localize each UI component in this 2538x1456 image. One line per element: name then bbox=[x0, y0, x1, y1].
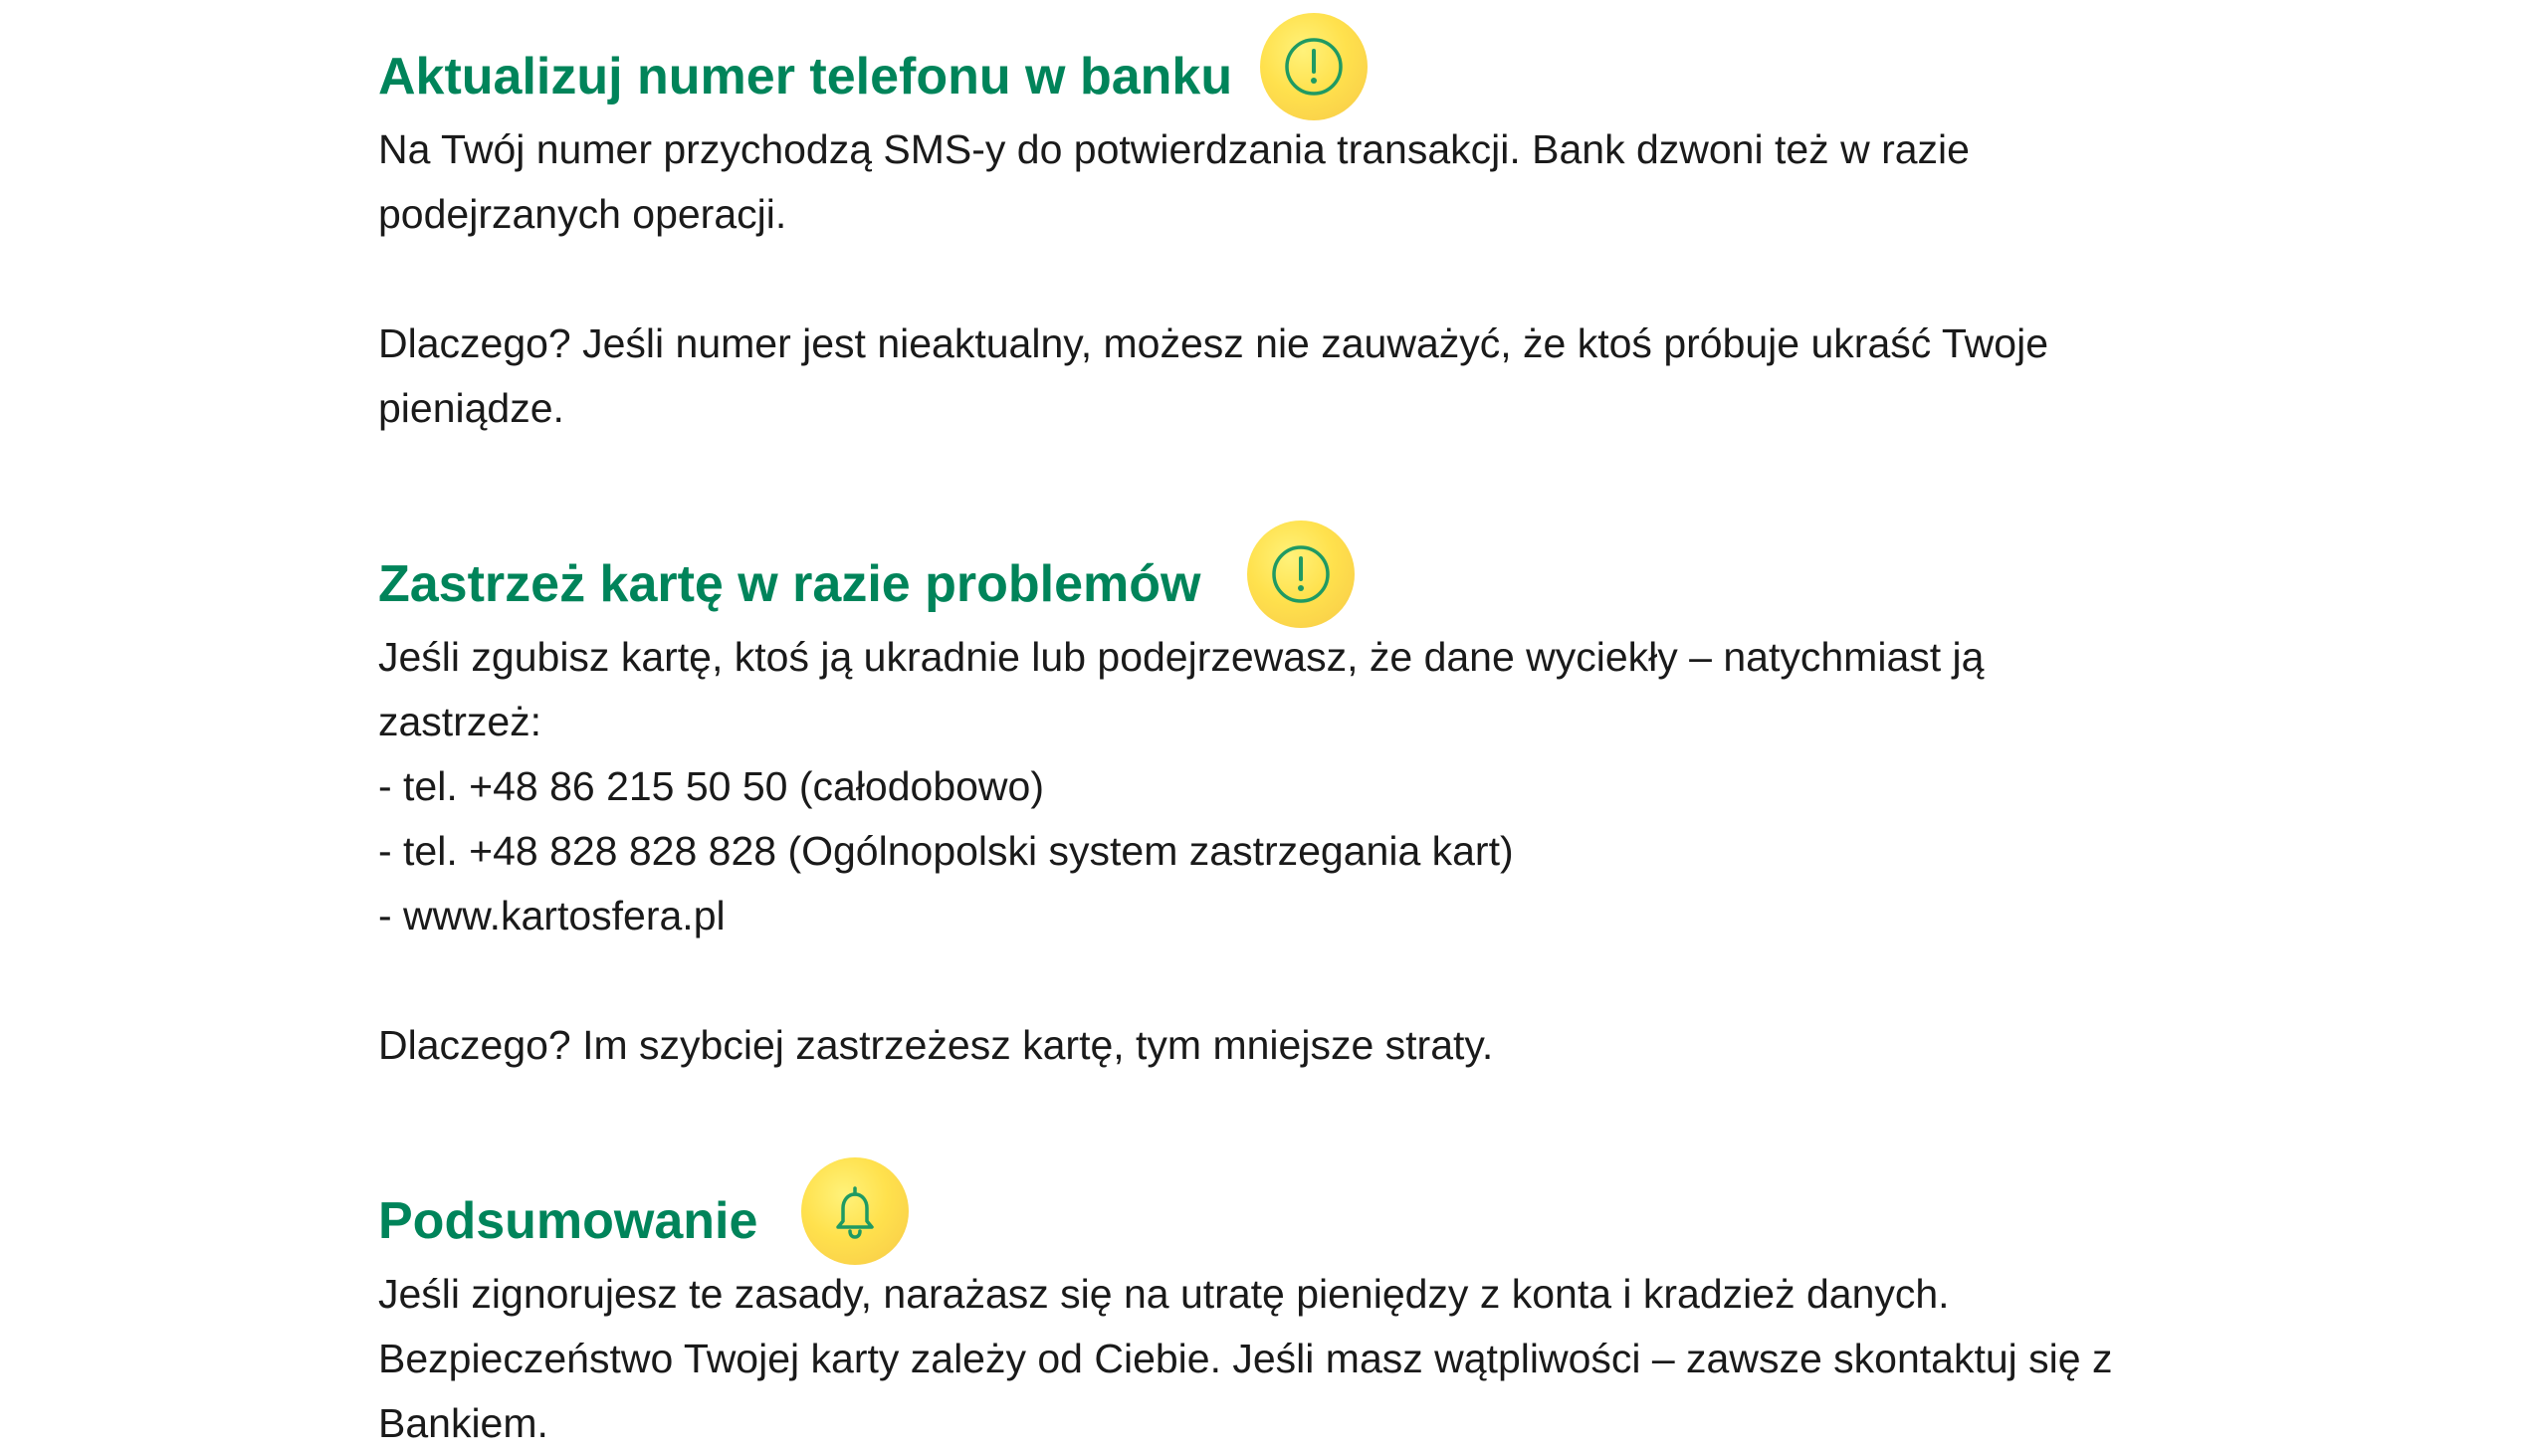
paragraph-line: Dlaczego? Jeśli numer jest nieaktualny, możesz nie zauważyć, że ktoś próbuje ukraść Twoje bbox=[378, 320, 2048, 366]
section-heading-row bbox=[378, 1180, 2269, 1262]
exclamation-circle-icon bbox=[1247, 520, 1355, 628]
phone-line: - tel. +48 86 215 50 50 (całodobowo) bbox=[378, 763, 1044, 809]
paragraph-line: Na Twój numer przychodzą SMS-y do potwierdzania transakcji. Bank dzwoni też w razie bbox=[378, 126, 1970, 172]
section-summary bbox=[378, 1180, 2269, 1456]
paragraph-line: pieniądze. bbox=[378, 385, 564, 431]
paragraph-line: Dlaczego? Im szybciej zastrzeżesz kartę, tym mniejsze straty. bbox=[378, 1022, 1494, 1068]
paragraph-line: podejrzanych operacji. bbox=[378, 191, 787, 237]
website-line: - www.kartosfera.pl bbox=[378, 893, 726, 938]
paragraph-gap bbox=[378, 247, 2269, 312]
section-heading-row bbox=[378, 543, 2269, 625]
paragraph-line: zastrzeż: bbox=[378, 699, 542, 744]
exclamation-circle-icon bbox=[1260, 13, 1368, 120]
section-block-card bbox=[378, 543, 2269, 1078]
section-heading: Aktualizuj numer telefonu w banku bbox=[378, 48, 1233, 105]
phone-line: - tel. +48 828 828 828 (Ogólnopolski system zastrzegania kart) bbox=[378, 828, 1514, 874]
paragraph-line: Jeśli zignorujesz te zasady, narażasz się na utratę pieniędzy z konta i kradzież danych. bbox=[378, 1271, 1950, 1317]
section-heading-row bbox=[378, 36, 2269, 117]
paragraph-gap bbox=[378, 948, 2269, 1013]
section-heading: Zastrzeż kartę w razie problemów bbox=[378, 555, 1201, 613]
section-heading: Podsumowanie bbox=[378, 1192, 758, 1250]
paragraph-line: Jeśli zgubisz kartę, ktoś ją ukradnie lub podejrzewasz, że dane wyciekły – natychmiast ją bbox=[378, 634, 1985, 680]
section-update-phone bbox=[378, 36, 2269, 441]
paragraph-line: Bezpieczeństwo Twojej karty zależy od Ciebie. Jeśli masz wątpliwości – zawsze skontaktuj się z bbox=[378, 1336, 2113, 1381]
paragraph-line: Bankiem. bbox=[378, 1400, 548, 1446]
bell-icon bbox=[801, 1157, 909, 1265]
